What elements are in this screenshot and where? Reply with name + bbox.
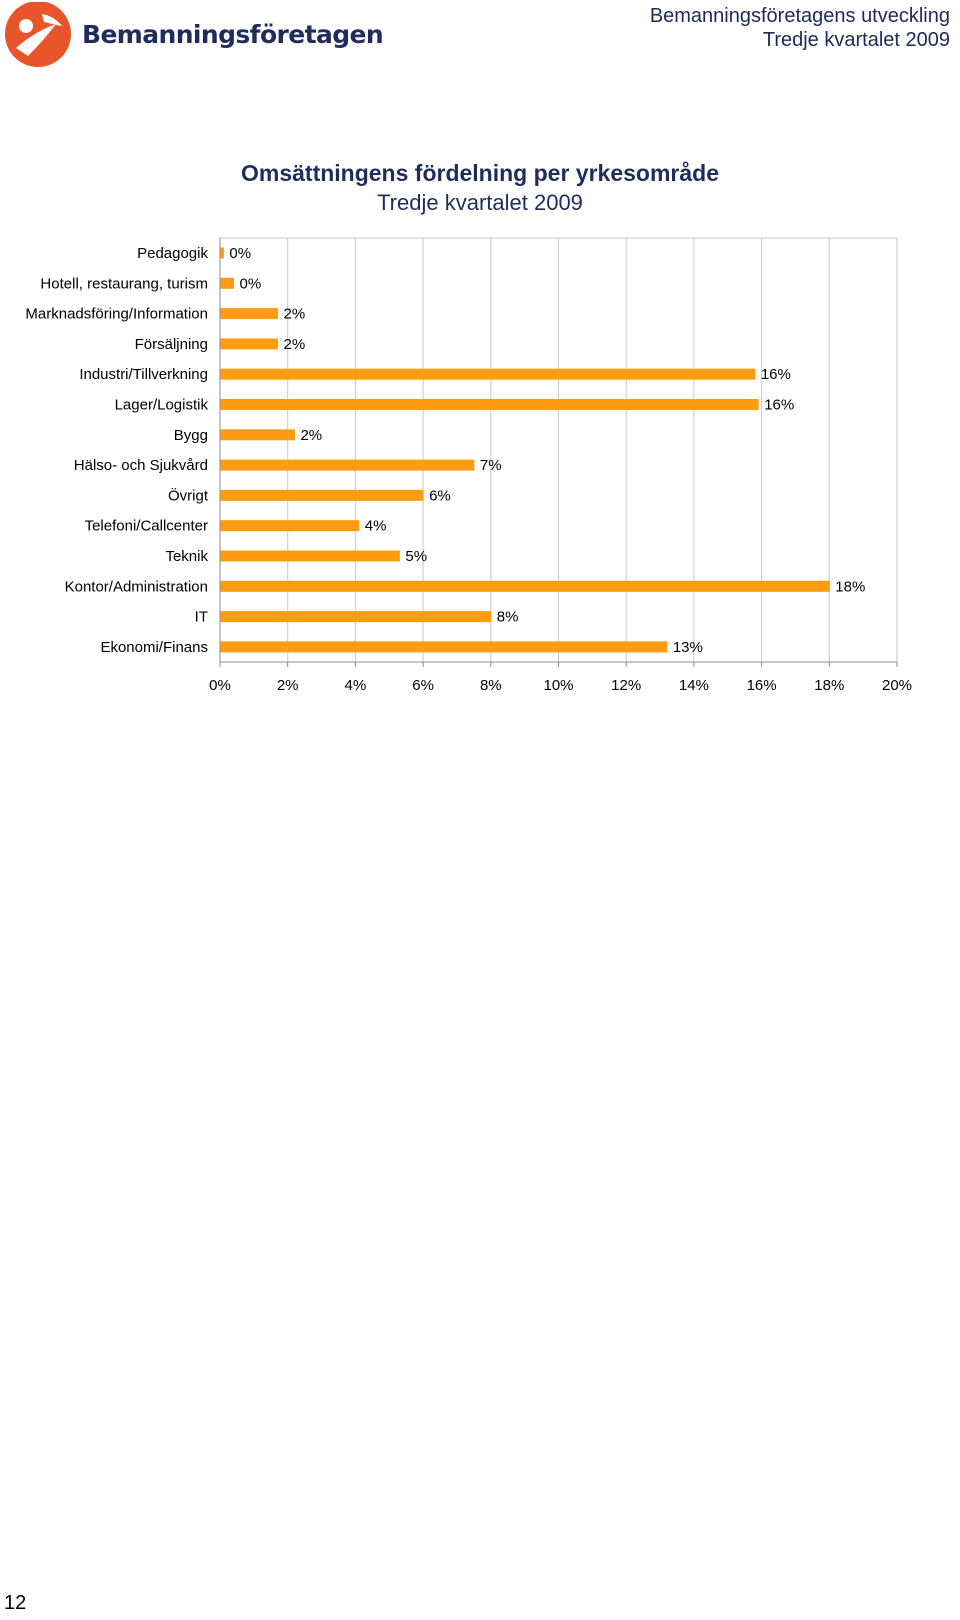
bar (221, 338, 279, 349)
data-label: 5% (405, 548, 428, 565)
category-label: Bygg (173, 426, 208, 444)
data-label: 18% (835, 578, 866, 596)
x-tick-label: 12% (611, 677, 642, 694)
bar (221, 369, 756, 380)
data-label: 0% (239, 275, 262, 293)
data-label: 16% (764, 396, 795, 414)
x-tick-label: 16% (746, 677, 777, 694)
bar (221, 460, 475, 471)
category-label: IT (194, 608, 208, 626)
category-label: Industri/Tillverkning (79, 366, 208, 384)
header-line-1: Bemanningsföretagens utveckling (649, 5, 950, 27)
chart-subtitle: Tredje kvartalet 2009 (377, 190, 583, 215)
data-label: 6% (429, 487, 451, 505)
data-label: 0% (229, 245, 252, 262)
category-label: Ekonomi/Finans (100, 638, 208, 656)
category-label: Kontor/Administration (64, 578, 208, 596)
bar (221, 429, 295, 440)
bar (221, 248, 224, 259)
x-tick-label: 4% (344, 677, 367, 694)
data-label: 8% (496, 608, 519, 626)
data-label: 2% (283, 335, 306, 353)
category-label: Pedagogik (137, 245, 208, 262)
header-line-2: Tredje kvartalet 2009 (762, 29, 950, 51)
logo-text: Bemanningsföretagen (82, 20, 384, 49)
data-label: 2% (283, 305, 306, 323)
x-tick-label: 8% (479, 677, 502, 694)
x-tick-label: 14% (678, 677, 709, 694)
category-label: Hotell, restaurang, turism (40, 275, 208, 293)
bar (221, 520, 360, 531)
chart-title: Omsättningens fördelning per yrkesområde (240, 160, 719, 186)
bar (221, 399, 759, 410)
x-tick-label: 0% (209, 677, 231, 694)
data-label: 16% (760, 366, 791, 384)
x-tick-label: 20% (881, 677, 913, 694)
category-label: Övrigt (167, 487, 208, 505)
data-label: 2% (300, 426, 323, 444)
category-label: Marknadsföring/Information (25, 305, 208, 323)
bar (221, 641, 668, 652)
x-tick-label: 2% (276, 677, 299, 694)
page-number: 12 (4, 1592, 27, 1614)
bar (221, 581, 830, 592)
bar (221, 278, 235, 289)
bar-chart (0, 0, 960, 720)
data-label: 7% (479, 457, 502, 475)
x-tick-label: 10% (543, 677, 574, 694)
category-label: Lager/Logistik (114, 396, 208, 414)
data-label: 13% (672, 638, 703, 656)
bar (221, 611, 492, 622)
x-tick-label: 6% (412, 677, 434, 694)
data-label: 4% (364, 517, 387, 535)
category-label: Teknik (165, 548, 208, 565)
category-label: Hälso- och Sjukvård (73, 457, 208, 475)
x-tick-label: 18% (814, 677, 845, 694)
bar (221, 308, 279, 319)
bar (221, 490, 424, 501)
category-label: Försäljning (134, 335, 208, 353)
category-label: Telefoni/Callcenter (84, 517, 208, 535)
bar (221, 551, 400, 562)
